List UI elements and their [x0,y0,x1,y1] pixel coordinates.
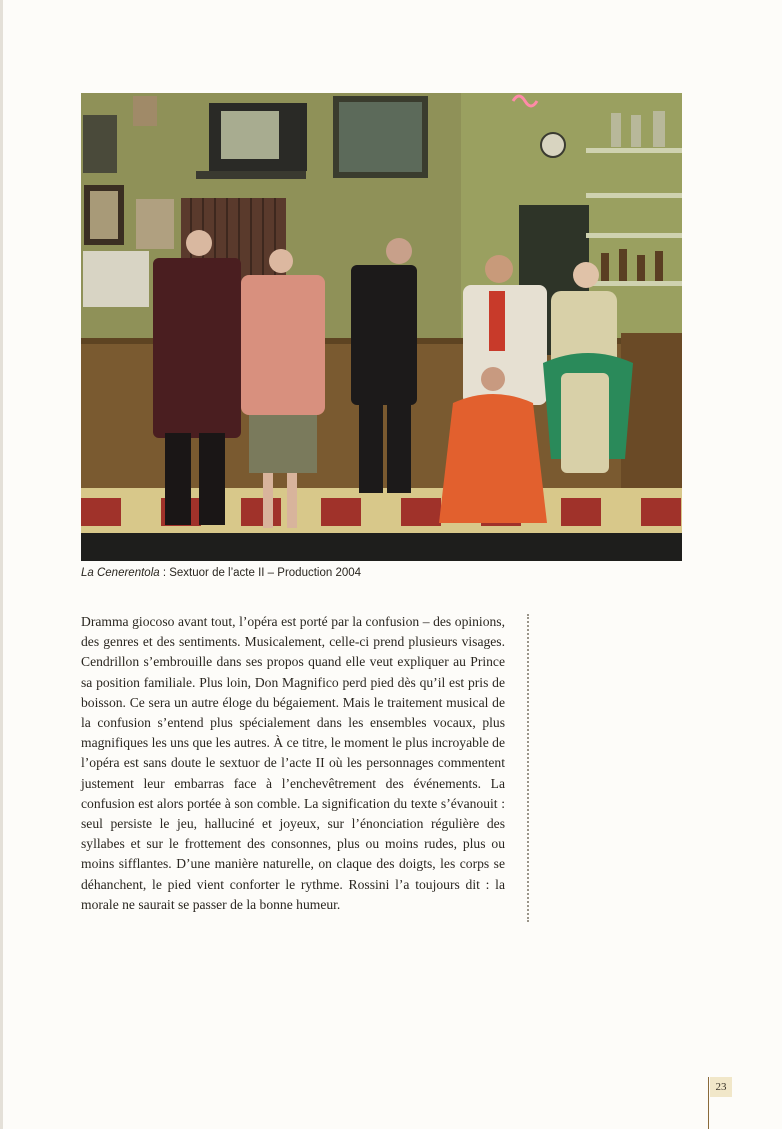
caption-text: : Sextuor de l’acte II – Production 2004 [159,567,362,579]
page-edge [0,0,3,1129]
paragraph: Dramma giocoso avant tout, l’opéra est porté par la confusion – des opinions, des genres et des sentiments. Musicalement, celle-ci prend plusieurs visages. Cendrillon s’embrouille dans ses propos quand elle veut expliquer au Prince sa position familiale. Plus loin, Don Magnifico perd pied dès qu’il est pris de boisson. Ce sera un autre éloge du bégaiement. Mais le traitement musical de la confusion s’entend plus spécialement dans les ensembles vocaux, plus magnifiques les uns que les autres. À ce titre, le moment le plus incroyable de l’opéra est sans doute le sextuor de l’acte II où les personnages commentent justement leur embarras face à l’enchevêtrement des événements. La confusion est alors portée à son comble. La signification du texte s’évanouit : seul persiste le jeu, halluciné et joyeux, sur l’énonciation régulière des syllabes et sur le frottement des consonnes, plus ou moins rudes, plus ou moins sifflantes. D’une manière naturelle, on claque des doigts, les corps se déhanchent, le pied vient conforter le rythme. Rossini l’a toujours dit : la morale ne saurait se passer de la bonne humeur. [81,614,505,912]
body-text [81,612,505,915]
photo-caption [81,567,682,579]
dotted-rule [527,614,529,922]
stage-photo [81,93,682,561]
caption-title: La Cenerentola [81,567,160,579]
page-number: 23 [710,1077,732,1097]
folio-rule [708,1077,709,1129]
